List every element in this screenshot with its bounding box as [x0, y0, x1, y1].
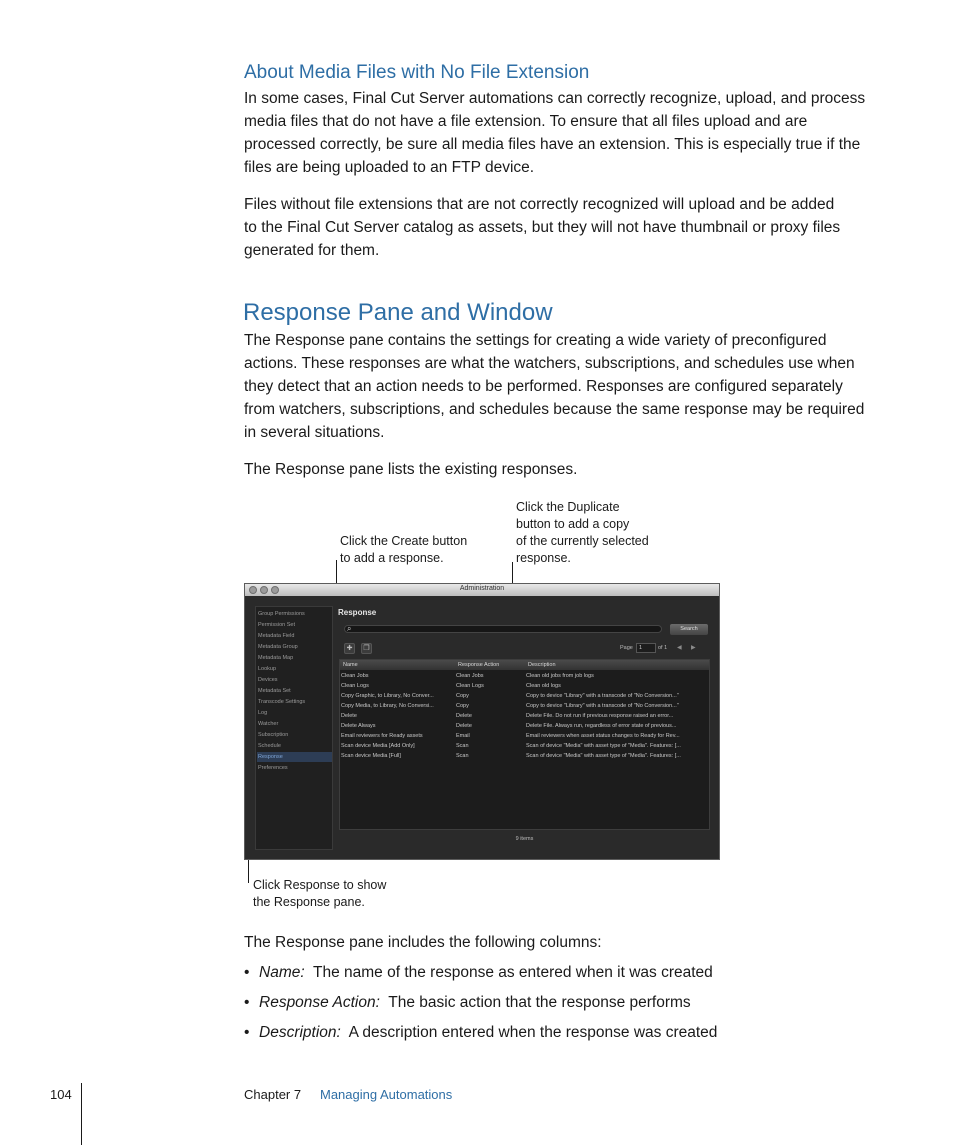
sidebar-item-log[interactable]: Log	[258, 710, 268, 716]
section-heading: Response Pane and Window	[243, 299, 553, 326]
search-icon: ⌕	[347, 624, 352, 633]
text-line: Files without file extensions that are not correctly recognized will upload and be added	[244, 196, 835, 213]
item-count: 9 items	[515, 836, 534, 842]
text-line: media files that do not have a file extension. To ensure that all files upload and are	[244, 113, 808, 130]
callout-line: Click Response to show	[253, 878, 387, 892]
cell-name: Copy Media, to Library, No Conversi...	[341, 703, 434, 709]
cell-action: Scan	[456, 743, 469, 749]
cell-action: Delete	[456, 723, 472, 729]
create-button[interactable]	[344, 643, 355, 654]
term: Name:	[259, 964, 305, 981]
sidebar-item-subscription[interactable]: Subscription	[258, 732, 289, 738]
page-of-label: of 1	[658, 645, 668, 651]
window-titlebar	[245, 584, 719, 596]
cell-name: Email reviewers for Ready assets	[341, 733, 423, 739]
paragraph	[244, 87, 884, 179]
cell-description: Email reviewers when asset status changes to Ready for Rev...	[526, 733, 680, 739]
section-heading: About Media Files with No File Extension	[244, 62, 590, 83]
term-description: The name of the response as entered when it was created	[313, 964, 713, 981]
sidebar-item-transcode-settings[interactable]: Transcode Settings	[258, 699, 306, 705]
callout-response	[253, 877, 386, 911]
text-line: In some cases, Final Cut Server automations can correctly recognize, upload, and process	[244, 90, 866, 107]
sidebar-item-metadata-map[interactable]: Metadata Map	[258, 655, 294, 661]
text-line: to the Final Cut Server catalog as assets, but they will not have thumbnail or proxy files	[244, 219, 841, 236]
text-line: The Response pane contains the settings for creating a wide variety of preconfigured	[244, 332, 827, 349]
list-item-text	[259, 991, 691, 1014]
cell-action: Email	[456, 733, 470, 739]
sidebar-item-response[interactable]: Response	[257, 752, 332, 762]
cell-action: Scan	[456, 753, 469, 759]
sidebar-item-metadata-field[interactable]: Metadata Field	[258, 633, 295, 639]
chapter-label: Chapter 7	[244, 1087, 302, 1102]
table-row[interactable]	[340, 671, 709, 681]
table-row[interactable]	[340, 681, 709, 691]
text-line: from watchers, subscriptions, and schedules because the same response may be required	[244, 401, 865, 418]
table-row[interactable]	[340, 691, 709, 701]
callout-line: Click the Create button	[340, 534, 468, 548]
cell-name: Delete Always	[341, 723, 376, 729]
cell-action: Clean Jobs	[456, 673, 484, 679]
sidebar-item-devices[interactable]: Devices	[258, 677, 278, 683]
text-line: files are being uploaded to an FTP device.	[244, 159, 535, 176]
window-title: Administration	[459, 585, 505, 592]
table-header	[340, 660, 709, 670]
search-input[interactable]	[344, 625, 662, 633]
table-row[interactable]	[340, 711, 709, 721]
paragraph	[244, 193, 884, 262]
create-icon: ✚	[346, 645, 353, 652]
cell-name: Scan device Media [Full]	[341, 753, 401, 759]
cell-action: Copy	[456, 693, 469, 699]
sidebar	[255, 606, 333, 850]
cell-action: Clean Logs	[456, 683, 484, 689]
term-description: The basic action that the response performs	[388, 994, 691, 1011]
sidebar-item-lookup[interactable]: Lookup	[258, 666, 277, 672]
list-item-text	[259, 1021, 717, 1044]
cell-name: Copy Graphic, to Library, No Conver...	[341, 693, 434, 699]
responses-table	[339, 659, 710, 830]
sidebar-item-watcher[interactable]: Watcher	[258, 721, 279, 727]
search-button[interactable]: Search	[670, 624, 708, 635]
previous-page-icon[interactable]: ◀	[677, 645, 682, 651]
text-line: processed correctly, be sure all media files have an extension. This is especially true if the	[244, 136, 861, 153]
cell-description: Clean old jobs from job logs	[526, 673, 594, 679]
cell-name: Clean Jobs	[341, 673, 369, 679]
cell-name: Delete	[341, 713, 357, 719]
callout-line: to add a response.	[340, 551, 444, 565]
cell-name: Clean Logs	[341, 683, 369, 689]
bullet-icon: •	[244, 964, 250, 981]
sidebar-item-preferences[interactable]: Preferences	[258, 765, 288, 771]
duplicate-icon: ❐	[363, 645, 370, 652]
cell-action: Delete	[456, 713, 472, 719]
cell-description: Scan of device "Media" with asset type of "Media". Features: [...	[526, 743, 681, 749]
cell-description: Copy to device "Library" with a transcode of "No Conversion..."	[526, 703, 679, 709]
cell-action: Copy	[456, 703, 469, 709]
paragraph: The Response pane lists the existing responses.	[244, 461, 578, 478]
callout-line: button to add a copy	[516, 517, 630, 531]
bullet-icon: •	[244, 1024, 250, 1041]
sidebar-item-metadata-group[interactable]: Metadata Group	[258, 644, 298, 650]
chapter-title: Managing Automations	[320, 1087, 453, 1102]
text-line: in several situations.	[244, 424, 385, 441]
cell-name: Scan device Media [Add Only]	[341, 743, 415, 749]
callout-create	[340, 533, 467, 567]
sidebar-item-metadata-set[interactable]: Metadata Set	[258, 688, 291, 694]
page-number: 104	[50, 1087, 72, 1102]
table-row[interactable]	[340, 741, 709, 751]
callout-line: response.	[516, 551, 571, 565]
duplicate-button[interactable]	[361, 643, 372, 654]
page-label: Page	[620, 645, 633, 651]
paragraph: The Response pane includes the following columns:	[244, 934, 602, 951]
paragraph	[244, 329, 884, 444]
table-row[interactable]	[340, 751, 709, 761]
cell-description: Copy to device "Library" with a transcode of "No Conversion..."	[526, 693, 679, 699]
administration-window	[244, 583, 720, 860]
table-row[interactable]	[340, 731, 709, 741]
table-row[interactable]	[340, 721, 709, 731]
sidebar-item-permission-set[interactable]: Permission Set	[258, 622, 295, 628]
column-header-name[interactable]: Name	[343, 662, 358, 668]
page-stepper[interactable]: 1	[636, 643, 656, 653]
footer-divider	[81, 1083, 82, 1145]
column-header-response-action[interactable]: Response Action	[458, 662, 500, 668]
term: Description:	[259, 1024, 341, 1041]
text-line: actions. These responses are what the watchers, subscriptions, and schedules use when	[244, 355, 855, 372]
pane-title: Response	[338, 608, 377, 617]
term: Response Action:	[259, 994, 380, 1011]
sidebar-item-schedule[interactable]: Schedule	[258, 743, 281, 749]
cell-description: Clean old logs	[526, 683, 561, 689]
text-line: generated for them.	[244, 242, 380, 259]
cell-description: Delete File. Always run, regardless of error state of previous...	[526, 723, 677, 729]
list-item-text	[259, 961, 713, 984]
bullet-icon: •	[244, 994, 250, 1011]
callout-line: Click the Duplicate	[516, 500, 620, 514]
next-page-icon[interactable]: ▶	[691, 645, 696, 651]
sidebar-item-group-permissions[interactable]: Group Permissions	[258, 611, 305, 617]
cell-description: Scan of device "Media" with asset type of "Media". Features: [...	[526, 753, 681, 759]
table-row[interactable]	[340, 701, 709, 711]
text-line: they detect that an action needs to be performed. Responses are configured separately	[244, 378, 843, 395]
column-header-description[interactable]: Description	[528, 662, 556, 668]
term-description: A description entered when the response was created	[348, 1024, 718, 1041]
cell-description: Delete File. Do not run if previous response raised an error...	[526, 713, 674, 719]
callout-duplicate	[516, 499, 649, 567]
callout-line: the Response pane.	[253, 895, 365, 909]
callout-line: of the currently selected	[516, 534, 649, 548]
